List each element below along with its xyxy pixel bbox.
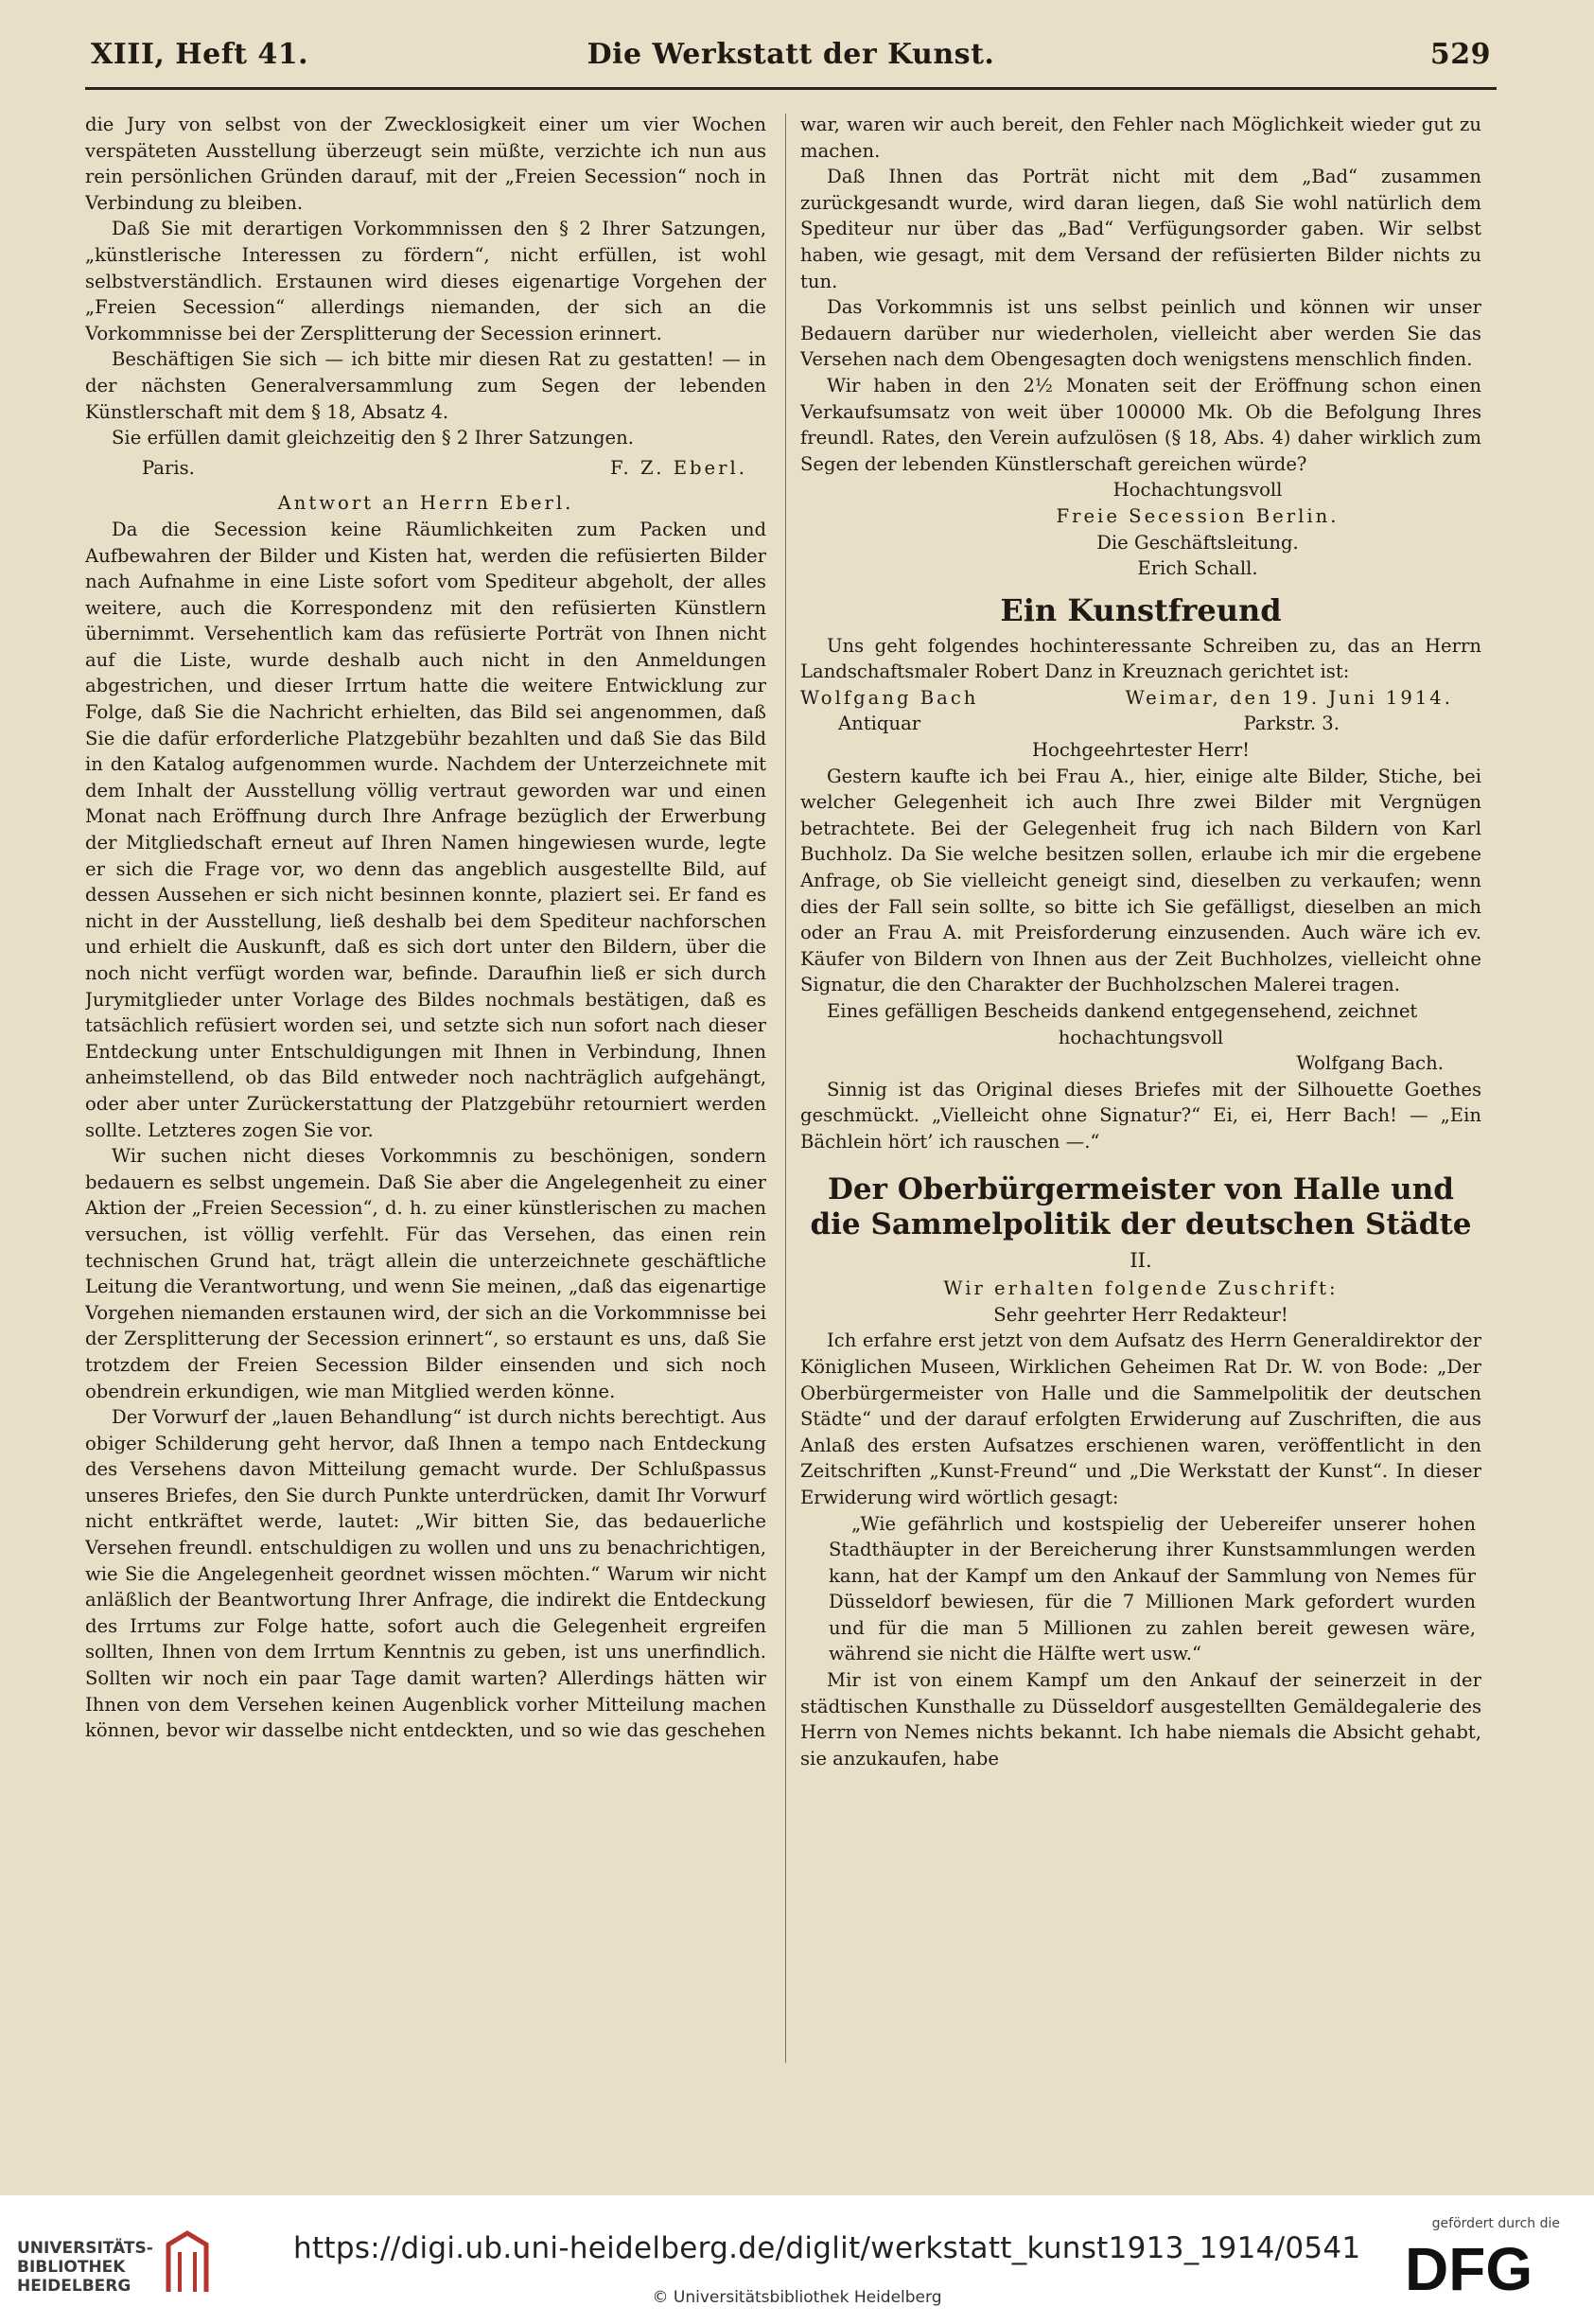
paragraph: Mir ist von einem Kampf um den Ankauf der seinerzeit in der städtischen Kunsthalle zu Düsseldorf ausgestellten Gemäldegalerie des Herrn von Nemes nichts bekannt. Ich habe niemals die Absicht gehabt, sie anzukaufen, habe bbox=[800, 1669, 1481, 1769]
paragraph: Daß Sie mit derartigen Vorkommnissen den § 2 Ihrer Satzungen, „künstlerische Interessen zu fördern“, nicht erfüllen, ist wohl selbstverständlich. Erstaunen wird dieses eigenartige Vorgehen der „Freien Secession“ allerdings niemanden, der sich an die Vorkommnisse bei der Zersplitterung der Secession erinnert. bbox=[85, 218, 766, 344]
closing-signature: Erich Schall. bbox=[1137, 557, 1258, 580]
paragraph: war, waren wir auch bereit, den Fehler nach Möglichkeit wieder gut zu machen. bbox=[800, 114, 1481, 162]
permalink-url[interactable]: https://digi.ub.uni-heidelberg.de/diglit/werkstatt_kunst1913_1914/0541 bbox=[293, 2231, 1361, 2265]
paragraph: Das Vorkommnis ist uns selbst peinlich und können wir unser Bedauern darüber nur wiederholen, vielleicht aber werden Sie das Versehen nach dem Obengesagten doch wenigstens menschlich finden. bbox=[800, 296, 1481, 371]
paragraph: Gestern kaufte ich bei Frau A., hier, einige alte Bilder, Stiche, bei welcher Gelegenheit ich auch Ihre zwei Bilder mit Vergnügen betrachtete. Bei der Gelegenheit frug ich nach Bildern von Karl Buchholz. Da Sie welche besitzen sollen, erlaube ich mir die ergebene Anfrage, ob Sie vielleicht geneigt sind, dieselben zu verkaufen; wenn dies der Fall sein sollte, so bitte ich Sie gefälligst, dieselben an mich oder an Frau A. mit Preisforderung einzusenden. Auch wäre ich ev. Käufer von Bildern von Ihnen aus der Zeit Buchholzes, vielleicht ohne Signatur, die den Charakter der Buchholzschen Malerei tragen. bbox=[800, 765, 1481, 996]
closing-org: Freie Secession Berlin. bbox=[1056, 504, 1340, 527]
paragraph: Wir suchen nicht dieses Vorkommnis zu beschönigen, sondern bedauern es selbst ungemein. Daß Sie aber die Angelegenheit zu einer Aktion der „Freien Secession“, d. h. zu einer künstlerischen zu machen versuchen, ist völlig verfehlt. Für das Versehen, das einen rein technischen Grund hat, trägt allein die unterzeichnete geschäftliche Leitung die Verantwortung, und wenn Sie meinen, „daß das eigenartige Vorgehen niemanden erstaunen wird, der sich an die Vorkommnisse bei der Zersplitterung der Secession erinnert“, so erstaunt es uns, daß Sie trotzdem der Freien Secession Bilder einsenden und sich noch obendrein erkundigen, wie man Mitglied werden könne. bbox=[85, 1145, 766, 1402]
paragraph: Sinnig ist das Original dieses Briefes mit der Silhouette Goethes geschmückt. „Vielleicht ohne Signatur?“ Ei, ei, Herr Bach! — „Ein Bächlein hört’ ich rauschen —.“ bbox=[800, 1078, 1481, 1153]
paragraph: Da die Secession keine Räumlichkeiten zum Packen und Aufbewahren der Bilder und Kisten hat, werden die refüsierten Bilder nach Aufnahme in eine Liste sofort vom Spediteur abgeholt, der alles weitere, auch die Korrespondenz mit den refüsierten Künstlern übernimmt. Versehentlich kam das refüsierte Porträt von Ihnen nicht auf die Liste, wurde deshalb auch nicht in den Anmeldungen abgestrichen, und dieser Irrtum hatte die weitere Entwicklung zur Folge, daß Sie die Nachricht erhielten, das Bild sei angenommen, daß Sie die dafür erforderliche Platzgebühr bezahlten und daß Sie das Bild in den Katalog aufgenommen wurde. Nachdem der Unterzeichnete mit dem Inhalt der Ausstellung völlig vertraut geworden war und einen Monat nach Eröffnung durch Ihre Anfrage bezüglich der Erwerbung der Mitgliedschaft erneut auf Ihren Namen hingewiesen wurde, legte er sich die Frage vor, wo denn das angeblich ausgestellte Bild, auf dessen Aussehen er sich nicht besinnen konnte, plaziert sei. Er fand es nicht in der Ausstellung, ließ deshalb bei dem Spediteur nachforschen und erhielt die Auskunft, daß es sich dort unter den Bildern, über die noch nicht verfügt worden war, befinde. Daraufhin ließ er sich durch Jurymitglieder unter Vorlage des Bildes nochmals bestätigen, daß es tatsächlich refüsiert worden sei, und setzte sich nun sofort nach dieser Entdeckung unter Entschuldigungen mit Ihnen in Verbindung, Ihnen anheimstellend, ob das Bild entweder noch nachträglich aufgehängt, oder aber unter Zurückerstattung der Platzgebühr retourniert werden sollte. Letzteres zogen Sie vor. bbox=[85, 518, 766, 1141]
salutation: Hochgeehrtester Herr! bbox=[1031, 739, 1251, 762]
closing-dept: Die Geschäftsleitung. bbox=[1096, 531, 1299, 554]
signature-row bbox=[85, 455, 766, 482]
quotation-text: „Wie gefährlich und kostspielig der Uebereifer unserer hohen Stadthäupter in der Bereicherung ihrer Kunstsammlungen werden kann, hat der Kampf um den Ankauf der Sammlung von Nemes für Düsseldorf bewiesen, für die 7 Millionen Mark gefordert wurden und für die man 5 Millionen zu zahlen bereit gewesen wäre, während sie nicht die Hälfte wert usw.“ bbox=[829, 1512, 1476, 1665]
signature-name: F. Z. Eberl. bbox=[609, 456, 747, 479]
paragraph: Beschäftigen Sie sich — ich bitte mir diesen Rat zu gestatten! — in der nächsten Generalversammlung zum Segen der lebenden Künstlerschaft mit dem § 18, Absatz 4. bbox=[85, 348, 766, 423]
issue-number: XIII, Heft 41. bbox=[91, 38, 309, 71]
closing-line: hochachtungsvoll bbox=[1058, 1026, 1224, 1048]
answer-heading: Antwort an Herrn Eberl. bbox=[277, 492, 574, 515]
running-head bbox=[91, 38, 1491, 85]
section-heading: Ein Kunstfreund bbox=[1000, 591, 1282, 628]
quotation bbox=[800, 1511, 1481, 1668]
copyright-notice: © Universitätsbibliothek Heidelberg bbox=[652, 2288, 942, 2307]
paragraph: die Jury von selbst von der Zwecklosigkeit einer um vier Wochen verspäteten Ausstellung überzeugt sein müßte, verzichte ich nun aus rein persönlichen Gründen darauf, mit der „Freien Secession“ noch in Verbindung zu bleiben. bbox=[85, 114, 766, 214]
signature-place: Paris. bbox=[142, 456, 195, 479]
paragraph: Ich erfahre erst jetzt von dem Aufsatz des Herrn Generaldirektor der Königlichen Museen, Wirklichen Geheimen Rat Dr. W. von Bode: „Der Oberbürgermeister von Halle und die Sammelpolitik der deutschen Städte“ und der darauf erfolgten Erwiderung auf Zuschriften, die aus Anlaß des ersten Aufsatzes erschienen waren, veröffentlicht in den Zeitschriften „Kunst-Freund“ und „Die Werkstatt der Kunst“. In dieser Erwiderung wird wörtlich gesagt: bbox=[800, 1329, 1481, 1508]
sender-place-date: Weimar, den 19. Juni 1914. bbox=[1125, 686, 1453, 709]
footer-banner bbox=[0, 2195, 1594, 2324]
paragraph: Sie erfüllen damit gleichzeitig den § 2 Ihrer Satzungen. bbox=[112, 427, 635, 449]
letter-head bbox=[800, 685, 1481, 712]
intro-line: Wir erhalten folgende Zuschrift: bbox=[943, 1277, 1339, 1300]
salutation: Sehr geehrter Herr Redakteur! bbox=[993, 1303, 1288, 1326]
page-number: 529 bbox=[1429, 38, 1491, 71]
right-column bbox=[800, 112, 1481, 2070]
section-heading: Der Oberbürgermeister von Halle und die Sammelpolitik der deutschen Städte bbox=[810, 1171, 1472, 1241]
closing-line: Hochachtungsvoll bbox=[1112, 479, 1283, 502]
funding-label: gefördert durch die bbox=[1431, 2216, 1560, 2231]
paragraph: Eines gefälligen Bescheids dankend entgegensehend, zeichnet bbox=[827, 1000, 1418, 1022]
dfg-logo-icon[interactable] bbox=[1405, 2235, 1566, 2298]
sender-street: Parkstr. 3. bbox=[1243, 713, 1340, 735]
paragraph: Uns geht folgendes hochinteressante Schreiben zu, das an Herrn Landschaftsmaler Robert Danz in Kreuznach gerichtet ist: bbox=[800, 634, 1481, 683]
svg-text:DFG: DFG bbox=[1405, 2235, 1533, 2298]
sender-title: Antiquar bbox=[838, 713, 921, 735]
left-column bbox=[85, 112, 766, 2070]
paragraph: Der Vorwurf der „lauen Behandlung“ ist durch nichts berechtigt. Aus obiger Schilderung geht hervor, daß Ihnen a tempo nach Entdeckung des Versehens davon Mitteilung gemacht wurde. Der Schlußpassus unseres Briefes, den Sie durch Punkte unterdrücken, damit Ihr Vorwurf nicht entkräftet werde, lautet: „Wir bitten Sie, das bedauerliche Versehen freundl. entschuldigen zu wollen und uns zu benachrichtigen, wie Sie die Angelegenheit geordnet wissen möchten.“ Warum wir nicht anläßlich der Beantwortung Ihrer Anfrage, die indirekt die Entdeckung des Irrtums zur Folge hatte, sofort auch die Gelegenheit ergreifen sollten, Ihnen von dem Irrtum Kenntnis zu geben, ist uns unerfindlich. Sollten wir noch ein paar Tage damit warten? Allerdings hätten wir Ihnen von dem Versehen keinen Augenblick vorher Mitteilung machen können, bevor wir dasselbe nicht entdeckten, und so wie das geschehen bbox=[85, 1406, 766, 1742]
letter-signature: Wolfgang Bach. bbox=[1296, 1052, 1444, 1075]
paragraph: Daß Ihnen das Porträt nicht mit dem „Bad“ zusammen zurückgesandt wurde, wird daran liegen, daß Sie wohl natürlich dem Spediteur nur über das „Bad“ Verfügungsorder gaben. Wir selbst haben, wie gesagt, mit dem Versand der refüsierten Bilder nichts zu tun. bbox=[800, 166, 1481, 292]
column-divider bbox=[785, 114, 786, 2063]
paragraph: Wir haben in den 2½ Monaten seit der Eröffnung schon einen Verkaufsumsatz von weit über 100000 Mk. Ob die Befolgung Ihres freundl. Rates, den Verein aufzulösen (§ 18, Abs. 4) daher wirklich zum Segen der lebenden Künstlerschaft gereichen würde? bbox=[800, 374, 1481, 475]
library-name[interactable]: UNIVERSITÄTS- BIBLIOTHEK HEIDELBERG bbox=[17, 2239, 153, 2296]
part-number: II. bbox=[1130, 1248, 1152, 1272]
letter-head-line2 bbox=[800, 711, 1481, 737]
header-rule bbox=[85, 87, 1497, 90]
sender-name: Wolfgang Bach bbox=[800, 686, 979, 709]
journal-title: Die Werkstatt der Kunst. bbox=[587, 38, 995, 71]
